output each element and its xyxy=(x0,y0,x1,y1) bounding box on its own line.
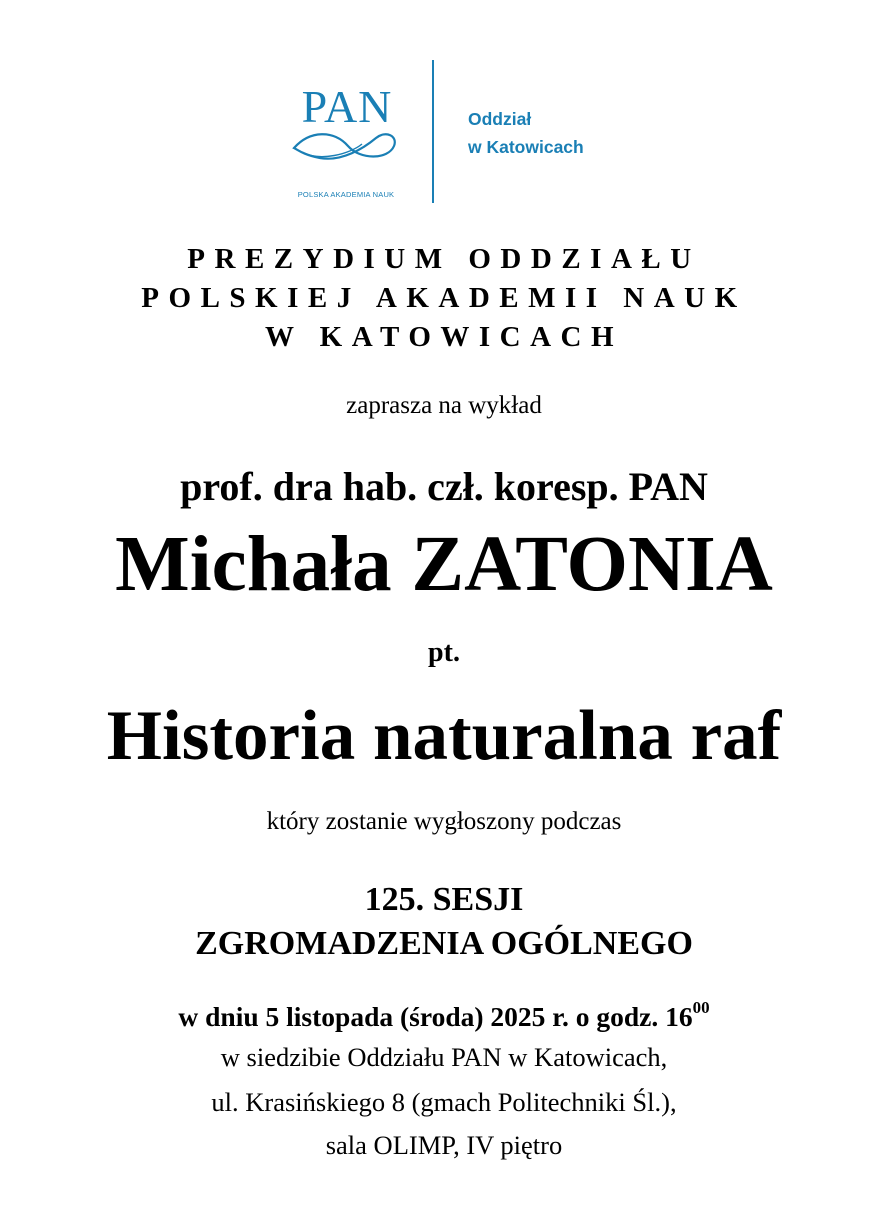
date-text: w dniu 5 listopada (środa) 2025 r. o godz. 16 xyxy=(178,1001,693,1032)
logo-caption: POLSKA AKADEMIA NAUK xyxy=(297,190,395,199)
presidium-line-1: PREZYDIUM ODDZIAŁU xyxy=(187,243,701,275)
venue-line-1: w siedzibie Oddziału PAN w Katowicach, xyxy=(220,1042,668,1072)
pan-logo xyxy=(286,81,406,199)
logo-swirl-icon xyxy=(290,124,402,164)
branch-line-1: Oddział xyxy=(468,109,532,129)
branch-name xyxy=(468,105,584,161)
lecture-title: Historia naturalna raf xyxy=(106,697,782,775)
presidium-line-2: POLSKIEJ AKADEMII NAUK xyxy=(141,282,747,314)
speaker-title: prof. dra hab. czł. koresp. PAN xyxy=(180,464,708,509)
venue-line-2: ul. Krasińskiego 8 (gmach Politechniki Śl.), xyxy=(211,1087,677,1117)
branch-line-2: w Katowicach xyxy=(468,137,584,157)
speaker-name: Michała ZATONIA xyxy=(115,521,773,608)
delivered-during-text: który zostanie wygłoszony podczas xyxy=(266,808,622,835)
header xyxy=(0,60,888,205)
session-line-2: ZGROMADZENIA OGÓLNEGO xyxy=(195,925,693,962)
presidium-line-3: W KATOWICACH xyxy=(264,321,624,353)
logo-letters: PAN xyxy=(301,81,393,132)
header-divider xyxy=(432,60,434,203)
invitation-text: zaprasza na wykład xyxy=(346,392,542,419)
pt-label: pt. xyxy=(428,637,460,668)
session-line-1: 125. SESJI xyxy=(364,881,524,918)
time-minutes: 00 xyxy=(692,998,710,1017)
date-time xyxy=(0,998,888,1033)
venue-line-3: sala OLIMP, IV piętro xyxy=(325,1130,563,1160)
